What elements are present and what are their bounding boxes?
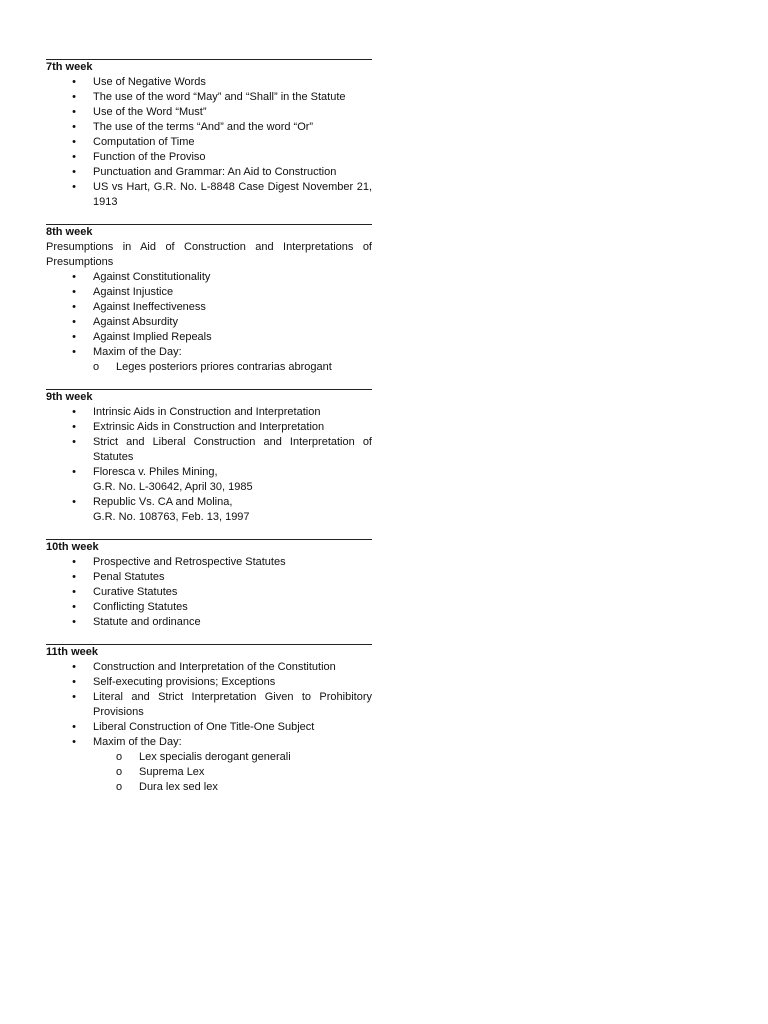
bullet-icon: •	[72, 271, 76, 283]
list-item	[46, 555, 372, 570]
list-item	[46, 345, 372, 360]
bullet-icon: •	[72, 301, 76, 313]
list-item	[46, 435, 372, 465]
list-item-text: Against Absurdity	[93, 316, 178, 328]
maxim-list	[46, 360, 372, 375]
bullet-icon: •	[72, 331, 76, 343]
list-item	[46, 315, 372, 330]
list-item-text: Against Implied Repeals	[93, 331, 212, 343]
list-item	[46, 585, 372, 600]
section-intro: Presumptions in Aid of Construction and Interpretations of Presumptions	[46, 241, 372, 268]
bullet-icon: •	[72, 676, 76, 688]
list-item	[46, 615, 372, 630]
bullet-icon: •	[72, 136, 76, 148]
list-item-text: Against Constitutionality	[93, 271, 211, 283]
case-citation: G.R. No. 108763, Feb. 13, 1997	[93, 511, 250, 523]
bullet-icon: •	[72, 496, 76, 508]
list-item	[46, 300, 372, 315]
list-item-text: Against Ineffectiveness	[93, 301, 206, 313]
list-item-text: Computation of Time	[93, 136, 195, 148]
list-item	[46, 405, 372, 420]
list-item-text: Liberal Construction of One Title-One Subject	[93, 721, 315, 733]
list-item-text: Maxim of the Day:	[93, 346, 182, 358]
list-item-text: Intrinsic Aids in Construction and Interpretation	[93, 406, 321, 418]
maxim-list	[46, 750, 372, 795]
list-item-text: Self-executing provisions; Exceptions	[93, 676, 276, 688]
list-item-text: Extrinsic Aids in Construction and Interpretation	[93, 421, 325, 433]
list-item	[46, 120, 372, 135]
circle-bullet-icon: o	[116, 766, 123, 778]
circle-bullet-icon: o	[93, 361, 100, 373]
maxim-text: Suprema Lex	[139, 766, 205, 778]
bullet-icon: •	[72, 436, 76, 448]
list-item-text: Conflicting Statutes	[93, 601, 188, 613]
bullet-icon: •	[72, 151, 76, 163]
bullet-icon: •	[72, 316, 76, 328]
bullet-icon: •	[72, 556, 76, 568]
list-item-text: Use of the Word “Must”	[93, 106, 207, 118]
list-item-text: Punctuation and Grammar: An Aid to Construction	[93, 166, 337, 178]
section-title: 9th week	[46, 391, 93, 403]
circle-bullet-icon: o	[116, 751, 123, 763]
list-item	[46, 660, 372, 675]
maxim-item	[46, 750, 372, 765]
maxim-item	[46, 780, 372, 795]
list-item-text: Maxim of the Day:	[93, 736, 182, 748]
list-item	[46, 180, 372, 210]
list-item	[46, 165, 372, 180]
list-item	[46, 675, 372, 690]
maxim-text: Lex specialis derogant generali	[139, 751, 291, 763]
bullet-icon: •	[72, 466, 76, 478]
bullet-icon: •	[72, 586, 76, 598]
case-item	[46, 495, 372, 525]
list-item-text: US vs Hart, G.R. No. L-8848 Case Digest November 21, 1913	[93, 181, 372, 208]
bullet-icon: •	[72, 76, 76, 88]
section-week-9	[46, 389, 372, 525]
list-item	[46, 90, 372, 105]
list-item-text: Statute and ordinance	[93, 616, 201, 628]
list-item	[46, 285, 372, 300]
list-item	[46, 570, 372, 585]
list-item-text: Penal Statutes	[93, 571, 165, 583]
bullet-icon: •	[72, 691, 76, 703]
section-week-8	[46, 224, 372, 375]
list-item	[46, 270, 372, 285]
list-item	[46, 150, 372, 165]
list-item	[46, 105, 372, 120]
topic-list	[46, 660, 372, 750]
list-item-text: Prospective and Retrospective Statutes	[93, 556, 286, 568]
maxim-text: Dura lex sed lex	[139, 781, 218, 793]
list-item-text: Function of the Proviso	[93, 151, 206, 163]
case-citation: G.R. No. L-30642, April 30, 1985	[93, 481, 253, 493]
maxim-item	[46, 765, 372, 780]
list-item-text: The use of the word “May” and “Shall” in the Statute	[93, 91, 346, 103]
list-item	[46, 420, 372, 435]
section-week-11	[46, 644, 372, 795]
list-item-text: Strict and Liberal Construction and Interpretation of Statutes	[93, 436, 372, 463]
bullet-icon: •	[72, 166, 76, 178]
bullet-icon: •	[72, 661, 76, 673]
bullet-icon: •	[72, 121, 76, 133]
bullet-icon: •	[72, 421, 76, 433]
bullet-icon: •	[72, 286, 76, 298]
section-week-7	[46, 59, 372, 210]
list-item-text: Curative Statutes	[93, 586, 178, 598]
topic-list	[46, 405, 372, 525]
bullet-icon: •	[72, 736, 76, 748]
section-title: 11th week	[46, 646, 98, 658]
topic-list	[46, 75, 372, 210]
bullet-icon: •	[72, 181, 76, 193]
case-item	[46, 465, 372, 495]
maxim-item	[46, 360, 372, 375]
section-title: 7th week	[46, 61, 93, 73]
section-title: 10th week	[46, 541, 99, 553]
bullet-icon: •	[72, 721, 76, 733]
topic-list	[46, 555, 372, 630]
bullet-icon: •	[72, 346, 76, 358]
section-title: 8th week	[46, 226, 93, 238]
bullet-icon: •	[72, 616, 76, 628]
list-item	[46, 720, 372, 735]
bullet-icon: •	[72, 571, 76, 583]
bullet-icon: •	[72, 91, 76, 103]
list-item	[46, 735, 372, 750]
case-name: Republic Vs. CA and Molina,	[93, 496, 233, 508]
list-item-text: Against Injustice	[93, 286, 174, 298]
bullet-icon: •	[72, 106, 76, 118]
list-item	[46, 135, 372, 150]
list-item-text: Use of Negative Words	[93, 76, 206, 88]
list-item-text: Construction and Interpretation of the Constitution	[93, 661, 336, 673]
bullet-icon: •	[72, 406, 76, 418]
list-item-text: The use of the terms “And” and the word “Or”	[93, 121, 314, 133]
list-item	[46, 600, 372, 615]
list-item-text: Literal and Strict Interpretation Given to Prohibitory Provisions	[93, 691, 372, 718]
list-item	[46, 75, 372, 90]
list-item	[46, 330, 372, 345]
case-name: Floresca v. Philes Mining,	[93, 466, 218, 478]
list-item	[46, 690, 372, 720]
maxim-text: Leges posteriors priores contrarias abrogant	[116, 361, 332, 373]
topic-list	[46, 270, 372, 360]
section-week-10	[46, 539, 372, 630]
document-page	[46, 59, 372, 809]
circle-bullet-icon: o	[116, 781, 123, 793]
bullet-icon: •	[72, 601, 76, 613]
